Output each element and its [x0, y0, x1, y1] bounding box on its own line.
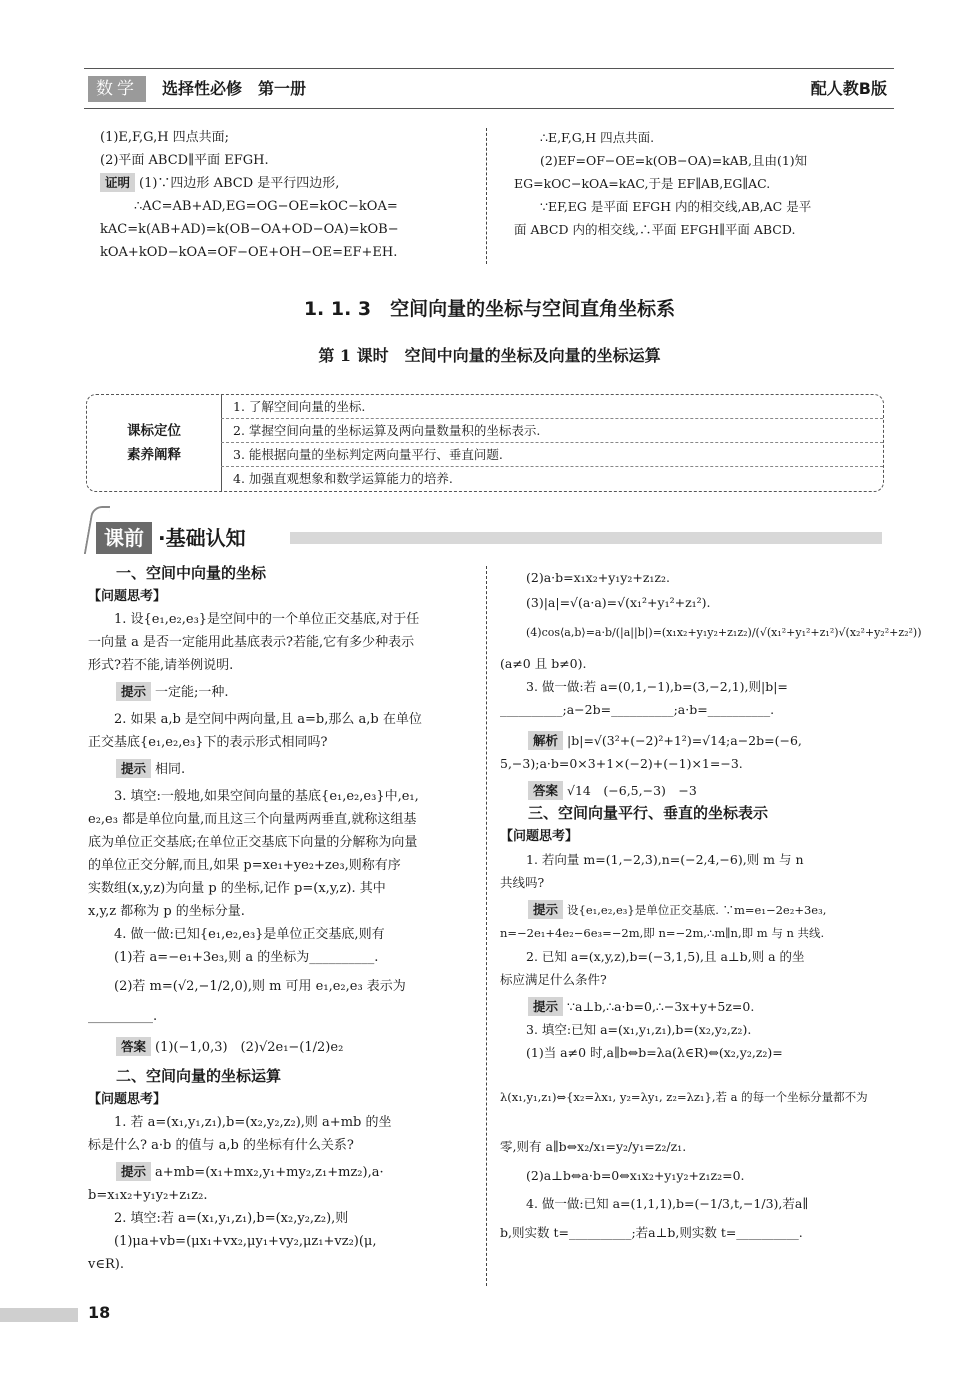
text-line: 实数组(x,y,z)为向量 p 的坐标,记作 p=(x,y,z). 其中: [88, 881, 386, 896]
column-divider: [486, 128, 487, 264]
text-line: n=−2e₁+4e₂−6e₃=−2m,即 n=−2m,∴m∥n,即 m 与 n 共线.: [500, 926, 825, 940]
hint-line: 提示 ∵a⊥b,∴a·b=0,∴−3x+y+5z=0.: [500, 995, 886, 1018]
answer-tag: 答案: [116, 1037, 151, 1056]
text-line: ∴E,F,G,H 四点共面.: [540, 130, 655, 145]
subject-badge: 数学: [88, 76, 146, 102]
text-line: EG=kOC−kOA=kAC,于是 EF∥AB,EG∥AC.: [514, 176, 771, 191]
section-heading-1: 一、空间中向量的坐标: [116, 564, 267, 582]
standards-item: 3. 能根据向量的坐标判定两向量平行、垂直问题.: [221, 443, 883, 467]
text-line: 2. 如果 a,b 是空间中两向量,且 a=b,那么 a,b 在单位: [114, 712, 422, 727]
think-heading: 【问题思考】: [500, 829, 579, 844]
text-line: kOA+kOD−kOA=OF−OE+OH−OE=EF+EH.: [100, 245, 398, 260]
standards-labels: [87, 395, 222, 491]
text-line: 标应满足什么条件?: [500, 972, 607, 987]
section-title: 1. 1. 3 空间向量的坐标与空间直角坐标系: [303, 298, 676, 320]
text-line: (2)平面 ABCD∥平面 EFGH.: [100, 153, 269, 168]
text-line: 一向量 a 是否一定能用此基底表示?若能,它有多少种表示: [88, 635, 415, 650]
text-line: 3. 填空:一般地,如果空间向量的基底{e₁,e₂,e₃}中,e₁,: [114, 789, 419, 804]
footer-bar: [0, 1308, 78, 1322]
text-line: 标是什么? a·b 的值与 a,b 的坐标有什么关系?: [88, 1138, 354, 1153]
text-line: 1. 设{e₁,e₂,e₃}是空间中的一个单位正交基底,对于任: [114, 612, 420, 627]
standards-item: 4. 加强直观想象和数学运算能力的培养.: [233, 471, 453, 486]
standards-label: 课标定位: [127, 423, 181, 439]
text-line: 底为单位正交基底;在单位正交基底下向量的分解称为向量: [88, 835, 418, 850]
top-right-proof: [514, 126, 886, 241]
text-line: 共线吗?: [500, 875, 545, 890]
page-number: 18: [88, 1303, 111, 1322]
standards-box: [86, 394, 884, 492]
text-line: b=x₁x₂+y₁y₂+z₁z₂.: [88, 1188, 208, 1203]
hint-tag: 提示: [528, 997, 563, 1016]
standards-item: 2. 掌握空间向量的坐标运算及两向量数量积的坐标表示.: [221, 419, 883, 443]
text-line: ∵EF,EG 是平面 EFGH 内的相交线,AB,AC 是平: [540, 199, 812, 214]
text-line: __________;a−2b=__________;a·b=__________.: [500, 702, 775, 717]
text-line: 2. 填空:若 a=(x₁,y₁,z₁),b=(x₂,y₂,z₂),则: [114, 1211, 349, 1226]
edition-label: 配人教B版: [810, 79, 887, 98]
text-line: 证明 (1)∵四边形 ABCD 是平行四边形,: [100, 172, 472, 195]
text-line: (a≠0 且 b≠0).: [500, 656, 587, 671]
hint-tag: 提示: [116, 759, 151, 778]
text-line: ∴AC=AB+AD,EG=OG−OE=kOC−kOA=: [134, 199, 398, 214]
text-line: e₂,e₃ 都是单位向量,而且这三个向量两两垂直,就称这组基: [88, 812, 417, 827]
proof-tag: 证明: [100, 173, 135, 192]
hint-line: 提示 a+mb=(x₁+mx₂,y₁+my₂,z₁+mz₂),a·: [88, 1161, 472, 1184]
text-line: 3. 填空:已知 a=(x₁,y₁,z₁),b=(x₂,y₂,z₂).: [526, 1022, 752, 1037]
banner-tag: 课前: [96, 522, 152, 554]
text-line: 4. 做一做:已知 a=(1,1,1),b=(−1/3,t,−1/3),若a∥: [526, 1196, 809, 1211]
standards-item: 1. 了解空间向量的坐标.: [221, 395, 883, 419]
answer-line: 答案 (1)(−1,0,3) (2)√2e₁−(1/2)e₂: [88, 1036, 472, 1059]
left-column: [88, 562, 472, 1276]
text-line: (2)a⊥b⇔a·b=0⇔x₁x₂+y₁y₂+z₁z₂=0.: [526, 1168, 745, 1183]
text-line: __________.: [88, 1009, 158, 1024]
text-line: 零,则有 a∥b⇔x₂/x₁=y₂/y₁=z₂/z₁.: [500, 1139, 687, 1154]
top-left-proof: [100, 126, 472, 264]
hint-tag: 提示: [528, 900, 563, 919]
literacy-label: 素养阐释: [127, 447, 181, 463]
text-line: b,则实数 t=__________;若a⊥b,则实数 t=__________.: [500, 1225, 803, 1240]
right-column: [500, 566, 922, 1244]
banner-title: ·基础认知: [158, 526, 246, 550]
text-line: x,y,z 都称为 p 的坐标分量.: [88, 904, 245, 919]
hint-tag: 提示: [116, 682, 151, 701]
banner-bar: [290, 532, 882, 544]
text-line: 1. 若向量 m=(1,−2,3),n=(−2,4,−6),则 m 与 n: [526, 852, 804, 867]
answer-line: 答案 √14 (−6,5,−3) −3: [500, 779, 886, 802]
text-line: (2)EF=OF−OE=k(OB−OA)=kAB,且由(1)知: [540, 153, 808, 168]
text-line: 5,−3);a·b=0×3+1×(−2)+(−1)×1=−3.: [500, 756, 743, 771]
answer-tag: 答案: [528, 781, 563, 800]
lesson-title: 第 1 课时 空间中向量的坐标及向量的坐标运算: [318, 346, 661, 365]
text-line: 正交基底{e₁,e₂,e₃}下的表示形式相同吗?: [88, 735, 328, 750]
hint-line: 提示 设{e₁,e₂,e₃}是单位正交基底. ∵m=e₁−2e₂+3e₃,: [500, 898, 886, 922]
think-heading: 【问题思考】: [88, 1092, 167, 1107]
hint-tag: 提示: [116, 1162, 151, 1181]
think-heading: 【问题思考】: [88, 589, 167, 604]
header-top-rule: [84, 68, 894, 69]
section-heading-3: 三、空间向量平行、垂直的坐标表示: [528, 804, 769, 822]
book-title: 选择性必修 第一册: [162, 79, 307, 98]
text-line: (4)cos⟨a,b⟩=a·b/(|a||b|)=(x₁x₂+y₁y₂+z₁z₂)/(√(x₁²+y₁²+z₁²)√(x₂²+y₂²+z₂²)): [526, 626, 922, 639]
header-bottom-rule: [84, 108, 894, 109]
text-line: 3. 做一做:若 a=(0,1,−1),b=(3,−2,1),则|b|=: [526, 679, 788, 694]
text-line: (3)|a|=√(a·a)=√(x₁²+y₁²+z₁²).: [526, 595, 711, 610]
text-line: (1)若 a=−e₁+3e₃,则 a 的坐标为__________.: [114, 950, 379, 965]
text-line: (1)μa+vb=(μx₁+vx₂,μy₁+vy₂,μz₁+vz₂)(μ,: [114, 1234, 377, 1249]
column-divider: [486, 566, 487, 1286]
text-line: (1)当 a≠0 时,a∥b⇔b=λa(λ∈R)⇔(x₂,y₂,z₂)=: [526, 1045, 783, 1060]
text-line: 2. 已知 a=(x,y,z),b=(−3,1,5),且 a⊥b,则 a 的坐: [526, 949, 805, 964]
text-line: kAC=k(AB+AD)=k(OB−OA+OD−OA)=kOB−: [100, 222, 399, 237]
text-line: (1)E,F,G,H 四点共面;: [100, 130, 230, 145]
text-line: 的单位正交分解,而且,如果 p=xe₁+ye₂+ze₃,则称有序: [88, 858, 401, 873]
text-line: 面 ABCD 内的相交线,∴平面 EFGH∥平面 ABCD.: [514, 222, 796, 237]
analysis-tag: 解析: [528, 731, 563, 750]
text-line: λ(x₁,y₁,z₁)⇔{x₂=λx₁, y₂=λy₁, z₂=λz₁},若 a 的每一个坐标分量都不为: [500, 1090, 868, 1104]
text-line: 1. 若 a=(x₁,y₁,z₁),b=(x₂,y₂,z₂),则 a+mb 的坐: [114, 1115, 392, 1130]
hint-line: 提示 相同.: [88, 758, 472, 781]
text-line: v∈R).: [88, 1257, 124, 1272]
text-line: (2)若 m=(√2,−1/2,0),则 m 可用 e₁,e₂,e₃ 表示为: [114, 979, 406, 994]
text-line: 4. 做一做:已知{e₁,e₂,e₃}是单位正交基底,则有: [114, 927, 385, 942]
analysis-line: 解析 |b|=√(3²+(−2)²+1²)=√14;a−2b=(−6,: [500, 729, 886, 752]
text-line: 形式?若不能,请举例说明.: [88, 658, 234, 673]
text-line: (2)a·b=x₁x₂+y₁y₂+z₁z₂.: [526, 570, 670, 585]
hint-line: 提示 一定能;一种.: [88, 681, 472, 704]
section-heading-2: 二、空间向量的坐标运算: [116, 1067, 282, 1085]
